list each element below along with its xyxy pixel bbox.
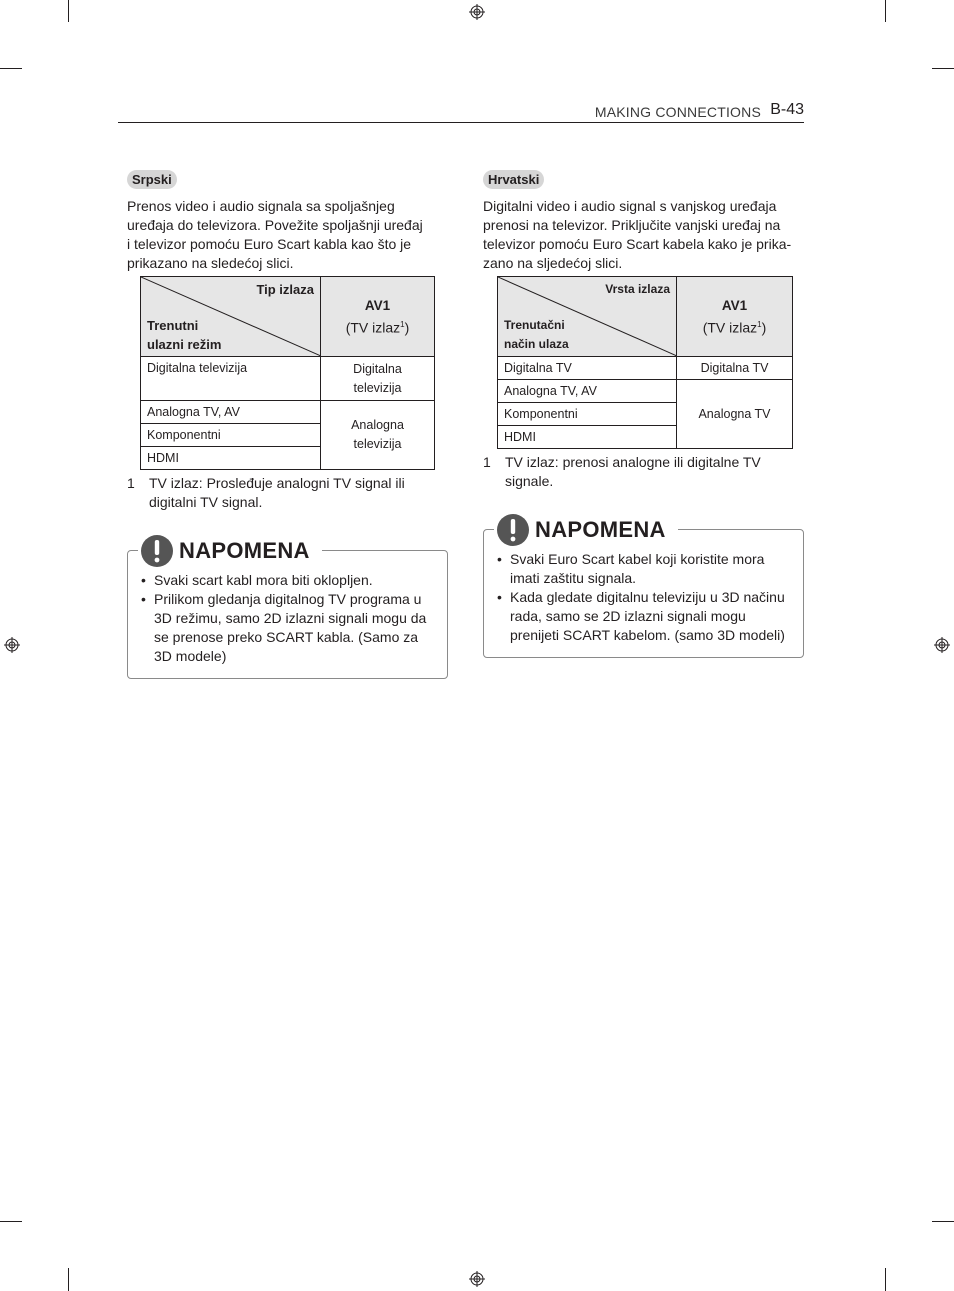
table-cell-value: Analogna televizija xyxy=(321,401,435,470)
column-hrvatski xyxy=(483,170,804,658)
footnote: 1 TV izlaz: Prosleđuje analogni TV signal ili digitalni TV signal. xyxy=(127,475,405,510)
table-row-label: Komponentni xyxy=(141,424,321,447)
diagonal-header-cell xyxy=(498,277,677,357)
note-box xyxy=(483,517,804,658)
intro-text: Digitalni video i audio signal s vanjskog uređaja prenosi na televizor. Priključite vanjski uređaj na televizor pomoću Euro Scart kabela kako je prika- zano na sljedećoj slici. xyxy=(483,198,792,271)
registration-mark-icon xyxy=(934,637,950,653)
registration-mark-icon xyxy=(469,1271,485,1287)
diagonal-header-cell xyxy=(141,277,321,357)
registration-mark-icon xyxy=(469,4,485,20)
note-header xyxy=(494,513,678,547)
crop-mark xyxy=(0,68,22,69)
crop-mark xyxy=(68,0,69,22)
list-item: • Kada gledate digitalnu televiziju u 3D načinu rada, samo se 2D izlazni signali mogu prenijeti SCART kabelom. (samo 3D modeli) xyxy=(496,588,791,645)
table-row-label: Digitalna TV xyxy=(498,357,677,380)
table-cell-value: Digitalna TV xyxy=(677,357,793,380)
list-item: • Svaki scart kabl mora biti oklopljen. xyxy=(140,571,435,590)
table-row-label: Digitalna televizija xyxy=(141,357,321,401)
table-row-label: HDMI xyxy=(498,426,677,449)
crop-mark xyxy=(885,0,886,22)
warning-icon xyxy=(140,534,174,568)
av1-label: AV1 xyxy=(721,297,748,313)
note-title: NAPOMENA xyxy=(179,538,310,563)
registration-mark-icon xyxy=(4,637,20,653)
language-badge: Srpski xyxy=(127,170,177,189)
output-table xyxy=(140,276,435,470)
section-title: MAKING CONNECTIONS xyxy=(594,104,761,120)
crop-mark xyxy=(885,1268,886,1291)
table-cell-value: Analogna TV xyxy=(677,380,793,449)
crop-mark xyxy=(932,1221,954,1222)
note-title: NAPOMENA xyxy=(535,517,666,542)
output-table xyxy=(497,276,793,449)
table-row-label: HDMI xyxy=(141,447,321,470)
crop-mark xyxy=(932,68,954,69)
av1-header-cell xyxy=(321,277,435,357)
av1-label: AV1 xyxy=(364,297,391,313)
note-box xyxy=(127,538,448,679)
input-mode-label: Trenutni ulazni režim xyxy=(147,318,222,352)
input-mode-label: Trenutačni način ulaza xyxy=(504,318,569,351)
page-number: B-43 xyxy=(770,101,804,118)
table-cell-value: Digitalna televizija xyxy=(321,357,435,401)
warning-icon xyxy=(496,513,530,547)
note-list xyxy=(496,550,791,645)
tv-output-label: (TV izlaz$^1$) xyxy=(702,319,767,336)
intro-text: Prenos video i audio signala sa spoljašnjeg uređaja do televizora. Povežite spoljašnji uređaj i televizor pomoću Euro Scart kabla kao što je prikazano na sledećoj slici. xyxy=(127,198,423,271)
crop-mark xyxy=(0,1221,22,1222)
output-type-label: Vrsta izlaza xyxy=(605,282,670,296)
column-srpski xyxy=(127,170,448,679)
tv-output-label: (TV izlaz$^1$) xyxy=(345,319,410,336)
language-badge: Hrvatski xyxy=(483,170,544,189)
av1-header-cell xyxy=(677,277,793,357)
note-list xyxy=(140,571,435,666)
footnote: 1 TV izlaz: prenosi analogne ili digitalne TV signale. xyxy=(483,454,761,489)
list-item: • Prilikom gledanja digitalnog TV programa u 3D režimu, samo 2D izlazni signali mogu da se prenose preko SCART kabla. (Samo za 3D modele) xyxy=(140,590,435,666)
table-row-label: Komponentni xyxy=(498,403,677,426)
crop-mark xyxy=(68,1268,69,1291)
note-header xyxy=(138,534,322,568)
output-type-label: Tip izlaza xyxy=(256,282,314,297)
table-row-label: Analogna TV, AV xyxy=(498,380,677,403)
list-item: • Svaki Euro Scart kabel koji koristite mora imati zaštitu signala. xyxy=(496,550,791,588)
table-row-label: Analogna TV, AV xyxy=(141,401,321,424)
page-header xyxy=(118,100,804,123)
